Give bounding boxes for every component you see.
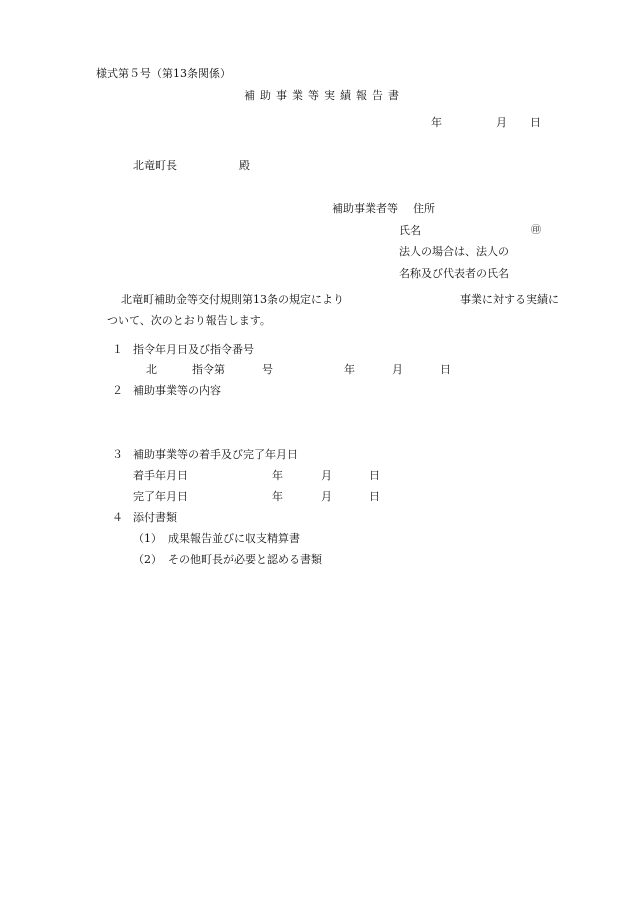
item-1-number: １ — [112, 343, 123, 356]
start-month: 月 — [321, 469, 332, 482]
applicant-heading: 補助事業者等 — [332, 202, 398, 215]
item-1-shirei: 指令第 — [192, 363, 225, 376]
form-number: 様式第５号（第13条関係） — [96, 67, 231, 80]
corp-note-2: 名称及び代表者の氏名 — [399, 267, 509, 280]
seal-mark: ㊞ — [531, 225, 541, 236]
date-month: 月 — [496, 116, 507, 129]
name-label: 氏名 — [399, 224, 421, 237]
item-4-number: ４ — [112, 511, 123, 524]
end-day: 日 — [369, 490, 380, 503]
start-year: 年 — [272, 469, 283, 482]
attachment-2: その他町長が必要と認める書類 — [168, 553, 322, 566]
item-2-label: 補助事業等の内容 — [133, 384, 221, 397]
addressee-honorific: 殿 — [239, 159, 250, 172]
attachment-1-number: （1） — [133, 532, 162, 545]
address-label: 住所 — [413, 202, 435, 215]
body-line-2: ついて、次のとおり報告します。 — [107, 314, 271, 327]
addressee-name: 北竜町長 — [133, 159, 177, 172]
item-1-label: 指令年月日及び指令番号 — [133, 343, 254, 356]
end-month: 月 — [321, 490, 332, 503]
item-4-label: 添付書類 — [133, 511, 177, 524]
start-day: 日 — [369, 469, 380, 482]
attachment-1: 成果報告並びに収支精算書 — [168, 532, 300, 545]
item-1-day: 日 — [440, 363, 451, 376]
end-year: 年 — [272, 490, 283, 503]
start-date-label: 着手年月日 — [133, 469, 188, 482]
corp-note-1: 法人の場合は、法人の — [399, 245, 509, 258]
item-1-month: 月 — [392, 363, 403, 376]
item-2-number: ２ — [112, 384, 123, 397]
end-date-label: 完了年月日 — [133, 490, 188, 503]
item-1-go: 号 — [262, 363, 273, 376]
item-1-year: 年 — [344, 363, 355, 376]
body-line-1b: 事業に対する実績に — [460, 293, 559, 306]
body-line-1a: 北竜町補助金等交付規則第13条の規定により — [121, 293, 344, 306]
item-3-number: ３ — [112, 448, 123, 461]
date-day: 日 — [530, 116, 541, 129]
item-3-label: 補助事業等の着手及び完了年月日 — [133, 448, 298, 461]
attachment-2-number: （2） — [133, 553, 162, 566]
document-title: 補助事業等実績報告書 — [244, 89, 404, 102]
item-1-kita: 北 — [146, 363, 157, 376]
date-year: 年 — [431, 116, 442, 129]
